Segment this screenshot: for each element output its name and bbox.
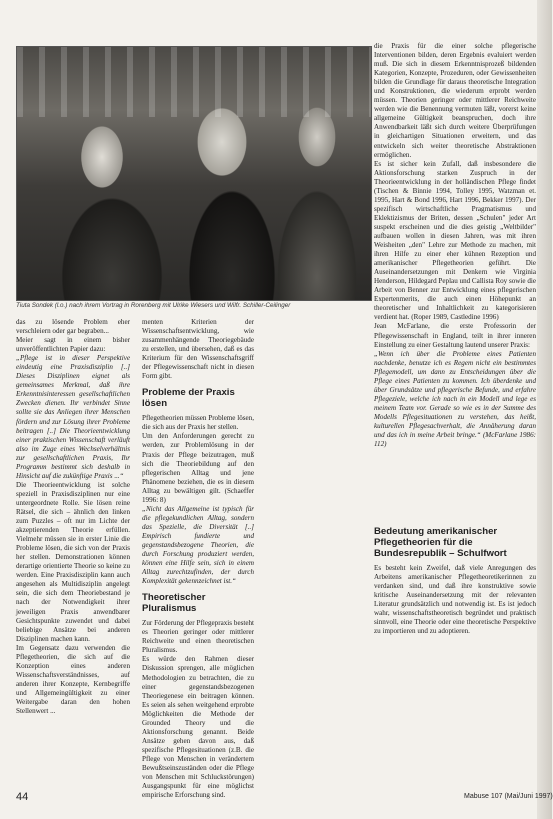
- col1-lead: das zu lösende Problem eher verschleiern oder gar begraben...: [16, 318, 130, 336]
- col2-quote: „Nicht das Allgemeine ist typisch für die pflegekundlichen Alltag, sondern das Spezielle, die Diversität [..] Empirisch fundierte und gegenstandsbezogene Theorien, die durch Forschung produziert werden, können eine Hilfe sein, sich in einem Alltag zurechtzufinden, der durch Komplexität gekennzeichnet ist.“: [142, 504, 254, 586]
- section-heading-bedeutung: Bedeutung amerikanischer Pflegetheorien für die Bundesrepublik – Schulfwort: [374, 526, 507, 559]
- col1-quote: „Pflege ist in dieser Perspektive eindeutig eine Praxisdisziplin [..] Dieses Disziplinen eignet als gemeinsames Merkmal, daß ihre Erkenntnisinteressen gesellschaftlichen Zwecken dienen. Ihr verbindet Sinne sollte sie das Anliegen ihrer Menschen fördern und zur Lösung ihrer Probleme beitragen [..] Die Theorieentwicklung einer praktischen Wissenschaft verläuft also im Zuge eines Wechselverhältnis zur gesellschaftlichen Praxis, Ihr Programm bestimmt sich deshalb in Hinsicht auf die zukünftige Praxis ...“: [16, 354, 130, 480]
- column-2: [142, 318, 254, 800]
- column-3: [374, 42, 536, 514]
- page-number: 44: [16, 791, 29, 803]
- col3-paragraph-4: Es besteht kein Zweifel, daß viele Anregungen des Arbeitens amerikanischer Pflegetheoretikerinnen zu verdanken sind, und daß ihre konstruktive sowie kritische Auseinandersetzung mit der relevanten Literatur grundsätzlich und notwendig ist. Es ist jedoch wahr, wissenschaftstheoretisch begründet und praktisch sinnvoll, eine Theorie oder eine theoretische Perspektive zu importieren und zu adoptieren.: [374, 564, 536, 636]
- column-3-lower: [374, 520, 536, 780]
- col1-paragraph-2: Die Theorieentwicklung ist solche speziell in Praxisdisziplinen nur eine untergeordnete Rolle. Sie lösen reine Rätsel, die sich – ähnlich den linken zum Puzzles – oft nur im Lichte der akzeptierenden Theorie erfüllen. Vielmehr müssen sie in erster Linie die Probleme lösen, die sich von der Praxis her stellen. Demonstrationen können derartige orientierte Theorie so keine zu werden. Eine Praxisdisziplin kann auch angesehen als Multidisziplin angelegt sein, die sich dem Theoriebestand je nach der Notwendigkeit ihrer jeweiligen Praxis anwendbarer Gesichtspunkte zuwendet und dabei beliebige Ansätze bei anderen Disziplinen machen kann.: [16, 480, 130, 643]
- col2-paragraph-2: Um den Anforderungen gerecht zu werden, zur Problemlösung in der Praxis der Pflege beizutragen, muß sich die Theoriebildung auf den pflegerischen Alltag und jene Phänomene beziehen, die es in diesem Alltag zu bewältigen gilt. (Schaeffer 1996: 8): [142, 432, 254, 504]
- photo-caption: Tiuta Sondek (l.o.) nach ihrem Vortrag in Rorenberg mit Ulrike Wiesers und Wilfr. Schiller-Ceilinger: [16, 302, 291, 309]
- col3-paragraph-3: Jean McFarlane, die erste Professorin der Pflegewissenschaft in England, teilt in ihrer inneren Einstellung zu einer Gestaltung lautend unserer Praxis:: [374, 322, 536, 349]
- col1-paragraph-3: Im Gegensatz dazu verwenden die Pflegetheorien, die sich auf die Konzeption eines anderen Wissenschaftsverständnisses, auf anderen ihrer Konzepte, Kernbegriffe und Allgemeingültigkeit zu einer Weitergabe daran den hohen Stellenwert ...: [16, 643, 130, 716]
- column-1: [16, 318, 130, 786]
- col2-paragraph-3: Zur Förderung der Pflegepraxis besteht es Theorien geringer oder mittlerer Reichweite und einen theoretischen Pluralismus.: [142, 619, 254, 655]
- section-heading-pluralismus: Theoretischer Pluralismus: [142, 592, 206, 615]
- col3-paragraph-1: die Praxis für die einer solche pflegerische Interventionen bilden, deren Ergebnis evaluiert werden muß. Die sich in diesem Erkenntnisprozeß bildenden Kategorien, Konzepte, Prozeduren, oder Gewissenheiten bilden die Grundlage für daraus theoretische Integration und Konstruktionen, die wiederum erprobt werden müssen. Theorien geringer oder mittlerer Reichweite werden wie die Benennung vermuten läßt, vorerst keine allgemeine Gültigkeit beanspruchen, doch ihre Anwendbarkeit läßt sich durch weitere Überprüfungen in gleichartigen Situationen erweitern, und das entwickeln sich weiter theoretische Abstraktionen ermöglichen.: [374, 42, 536, 159]
- page-edge: [537, 0, 552, 819]
- photo-ceiling-lights: [17, 47, 371, 117]
- col2-paragraph-4: Es würde den Rahmen dieser Diskussion sprengen, alle möglichen Methodologien zu betrachten, die zu einer gegenstandsbezogenen Theoriegenese ein beitragen können. Es seien als sehen weitgehend erprobte Möglichkeiten die Methode der Grounded Theory und die Aktionsforschung genannt. Beide Ansätze gehen davon aus, daß spezifische Pflegesituationen (z.B. die Pflege von Menschen in verändertem Bewußtseinszuständen oder die Pflege von Menschen mit Schluckstörungen) Ausgangspunkt für eine möglichst empirische Erforschung sind.: [142, 655, 254, 800]
- col3-paragraph-2: Es ist sicher kein Zufall, daß insbesondere die Aktionsforschung starken Zuspruch in der Theorieentwicklung in der holländischen Pflege findet (Tischen & Binnie 1994, Tolley 1995, Watzman et. 1995, Hart & Bond 1996, Hart 1996, Bekker 1997). Der spezifisch wirtschaftliche Pragmatismus und Eklektizismus der Briten, dessen „Schulen" jeder Art suspekt erscheinen und die dies geistig „Weltbilder" aufbauen wollen in diesen Jahren, was mit ihren Weisheiten „den" Lehre zur Methode zu machen, mit ihren Hilfe zu einer eher kühnen Rezeption und amerikanischer Pflegetheorien geführt. Die Auseinandersetzungen mit Denkern wie Virginia Henderson, Hildegard Peplau und Callista Roy sowie die Arbeit von Benner zur Entwicklung eines pflegerischen Expertenmerits, die auch einen Höhepunkt an theoretischer und Inhaltlichkeit zu kategorisieren verdient hat. (Roper 1989, Castledine 1996): [374, 159, 536, 322]
- article-photo: [16, 46, 372, 301]
- col2-paragraph-1: Pflegetheorien müssen Probleme lösen, die sich aus der Praxis her stellen.: [142, 414, 254, 432]
- col2-paragraph-0: menten Kriterien der Wissenschaftsentwicklung, wie zusammenhängende Theoriegebäude zu erstellen, und übersehen, daß es das Kriterium für den Wissenschaftsgriff der Pflegewissenschaft nicht in diesen Form gibt.: [142, 318, 254, 381]
- section-heading-probleme: Probleme der Praxis lösen: [142, 387, 235, 410]
- journal-footer: Mabuse 107 (Mai/Juni 1997): [464, 793, 553, 800]
- col3-quote: „Wenn ich über die Probleme eines Patienten nachdenke, benutze ich es Regem nicht ein bestimmtes Pflegemodell, um dann zu Entscheidungen über die Pflege eines Patienten zu kommen. Ich überdenke und über Grundsätze und pflegerische Befunde, und erfahre Pflegeziele, welche ich nach in ein Modell und lege es meinem Team vor. Gerade so wie es in der Summe des Modells Pflegesituationen zu verstehen, das heißt, kulturellen Pflegesachverhalt, die Annäherung daran und das ich in meine Arbeit bringe.“ (McFarlane 1986: 112): [374, 349, 536, 449]
- col1-paragraph-1: Meier sagt in einem bisher unveröffentlichten Papier dazu:: [16, 336, 130, 354]
